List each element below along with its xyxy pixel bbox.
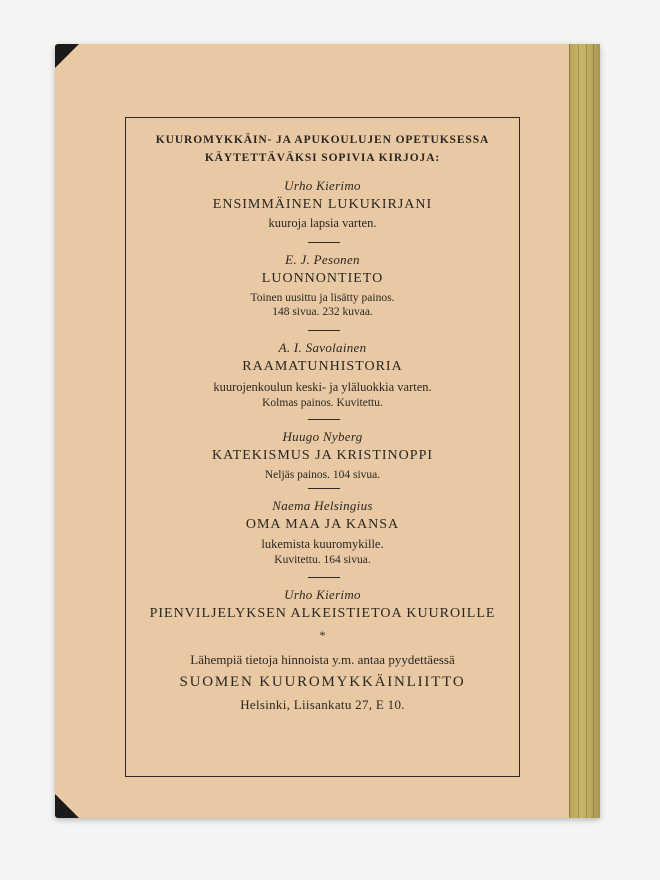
book-author: Urho Kierimo <box>284 178 361 193</box>
book-entry <box>126 587 519 622</box>
cover-corner-bottom <box>55 794 79 818</box>
publisher-footer <box>126 652 519 713</box>
book-entry <box>126 429 519 481</box>
divider-rule <box>308 488 340 489</box>
book-details: 148 sivua. 232 kuvaa. <box>272 306 373 318</box>
divider-rule <box>308 330 340 331</box>
book-description: lukemista kuuromykille. <box>261 537 384 551</box>
book-description: kuuroja lapsia varten. <box>268 216 377 230</box>
book-details: Kuvitettu. 164 sivua. <box>274 554 371 566</box>
book-back-cover <box>55 44 600 818</box>
book-title: KATEKISMUS JA KRISTINOPPI <box>211 448 434 463</box>
book-author: A. I. Savolainen <box>278 340 367 355</box>
divider-rule <box>308 242 340 243</box>
book-description: Toinen uusittu ja lisätty painos. <box>250 292 395 304</box>
book-details: Kolmas painos. Kuvitettu. <box>262 397 383 409</box>
book-list-frame <box>125 117 520 777</box>
book-author: Urho Kierimo <box>284 587 361 602</box>
book-spine <box>569 44 600 818</box>
book-author: Naema Helsingius <box>272 498 373 513</box>
heading-line-2: KÄYTETTÄVÄKSI SOPIVIA KIRJOJA: <box>204 152 441 164</box>
book-title: PIENVILJELYKSEN ALKEISTIETOA KUUROILLE <box>149 606 496 621</box>
book-entry <box>126 340 519 409</box>
divider-rule <box>308 419 340 420</box>
book-description: Neljäs painos. 104 sivua. <box>264 469 381 481</box>
book-entry <box>126 252 519 318</box>
book-title: RAAMATUNHISTORIA <box>242 359 403 374</box>
asterism-icon: * <box>319 628 326 642</box>
publisher-name: SUOMEN KUUROMYKKÄINLIITTO <box>179 674 466 690</box>
divider-rule <box>308 577 340 578</box>
book-entry <box>126 178 519 231</box>
book-description: kuurojenkoulun keski- ja yläluokkia varten. <box>213 380 432 394</box>
book-title: ENSIMMÄINEN LUKUKIRJANI <box>212 197 433 212</box>
book-author: Huugo Nyberg <box>282 429 363 444</box>
cover-corner-top <box>55 44 79 68</box>
book-entry <box>126 498 519 566</box>
publisher-address: Helsinki, Liisankatu 27, E 10. <box>240 697 405 712</box>
book-author: E. J. Pesonen <box>285 252 360 267</box>
heading-line-1: KUUROMYKKÄIN- JA APUKOULUJEN OPETUKSESSA <box>155 134 490 146</box>
book-title: LUONNONTIETO <box>261 271 384 286</box>
book-title: OMA MAA JA KANSA <box>245 517 400 532</box>
info-line: Lähempiä tietoja hinnoista y.m. antaa pyydettäessä <box>190 652 455 667</box>
